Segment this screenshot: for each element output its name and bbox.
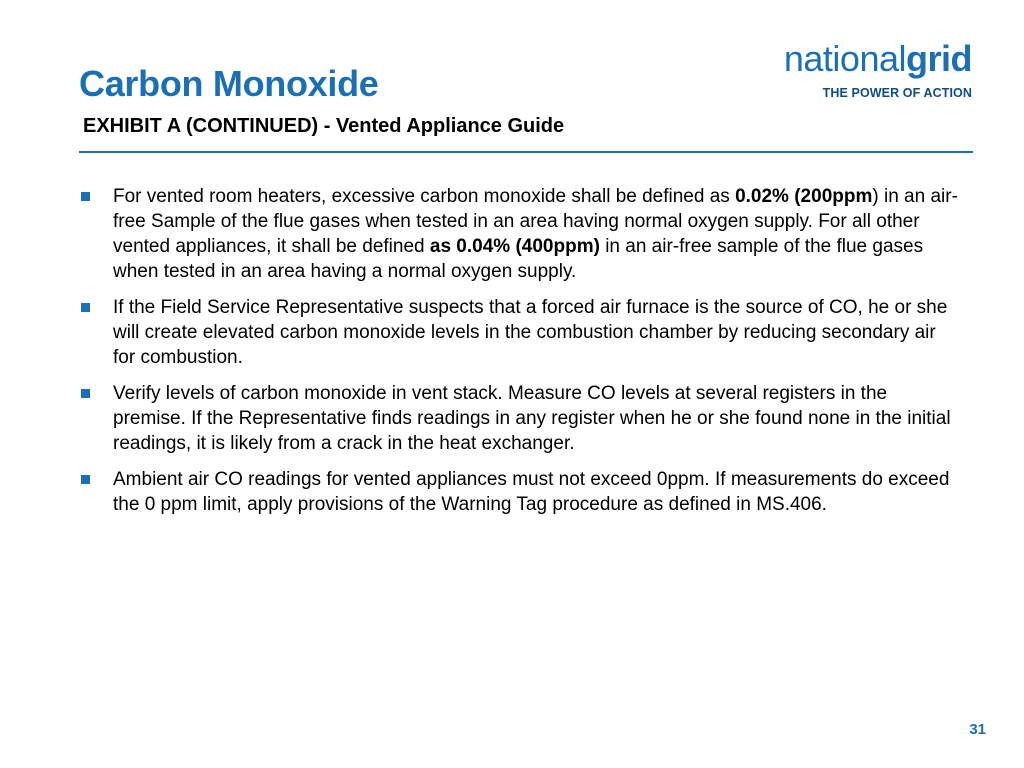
bullet-item	[79, 295, 959, 370]
national-grid-logo	[784, 40, 972, 100]
slide-title: Carbon Monoxide	[79, 63, 379, 104]
square-bullet-icon	[81, 389, 90, 398]
bullet-text-segment: ) in an air-free Sample of the flue gases when tested in an area having normal oxygen supply. For all other vented appliances, it shall be defined	[113, 186, 958, 257]
bullet-text-emphasis: as 0.04% (400ppm)	[429, 236, 600, 257]
bullet-text: If the Field Service Representative suspects that a forced air furnace is the source of CO, he or she will create elevated carbon monoxide levels in the combustion chamber by reducing secondary air for combustion.	[113, 297, 948, 368]
bullet-text: Verify levels of carbon monoxide in vent stack. Measure CO levels at several registers in the premise. If the Representative finds readings in any register when he or she found none in the initial readings, it is likely from a crack in the heat exchanger.	[113, 383, 951, 454]
title-divider	[79, 151, 973, 153]
slide-subtitle: EXHIBIT A (CONTINUED) - Vented Appliance Guide	[83, 115, 565, 137]
page-number: 31	[969, 721, 986, 738]
bullet-item	[79, 467, 959, 517]
bullet-text-segment: For vented room heaters, excessive carbon monoxide shall be defined as	[113, 186, 736, 207]
square-bullet-icon	[81, 475, 90, 484]
logo-tagline: THE POWER OF ACTION	[822, 85, 972, 100]
bullet-text	[113, 186, 958, 282]
bullet-item	[79, 381, 959, 456]
logo-word-bold: grid	[906, 38, 972, 79]
logo-wordmark	[784, 40, 972, 78]
bullet-text-segment: in an air-free sample of the flue gases when tested in an area having a normal oxygen supply.	[113, 236, 924, 282]
logo-word-light: national	[783, 38, 906, 79]
square-bullet-icon	[81, 192, 90, 201]
bullet-item	[79, 184, 959, 284]
bullet-text: Ambient air CO readings for vented appliances must not exceed 0ppm. If measurements do exceed the 0 ppm limit, apply provisions of the Warning Tag procedure as defined in MS.406.	[113, 469, 950, 515]
bullet-text-emphasis: 0.02% (200ppm	[735, 186, 873, 207]
bullet-list	[79, 184, 959, 528]
square-bullet-icon	[81, 303, 90, 312]
